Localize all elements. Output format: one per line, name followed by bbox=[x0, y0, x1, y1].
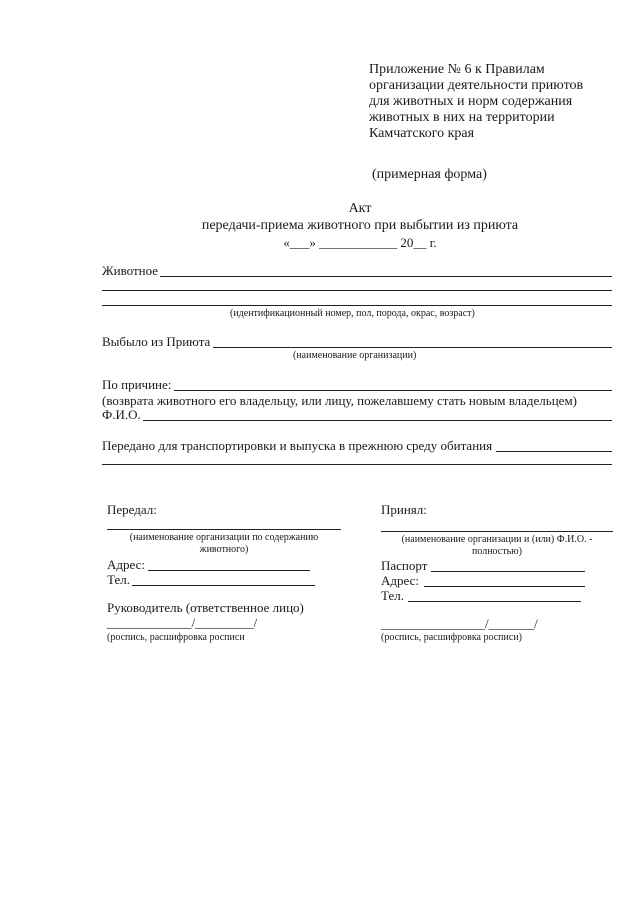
fio-field[interactable] bbox=[143, 420, 612, 421]
animal-field-line-3[interactable] bbox=[102, 305, 612, 306]
date-line: «___» ____________ 20__ г. bbox=[283, 235, 437, 250]
appendix-line: для животных и норм содержания bbox=[369, 94, 573, 109]
form-note: (примерная форма) bbox=[372, 167, 487, 182]
shelter-field[interactable] bbox=[213, 347, 612, 348]
sender-signature-field[interactable]: _____________/_________/ bbox=[107, 615, 258, 630]
appendix-line: организации деятельности приютов bbox=[369, 78, 584, 93]
caption-line: (наименование организации по содержанию bbox=[129, 532, 319, 543]
receiver-address-field[interactable] bbox=[424, 586, 585, 587]
receiver-org-field[interactable] bbox=[381, 531, 613, 532]
appendix-note bbox=[369, 62, 583, 142]
receiver-address-label: Адрес: bbox=[381, 573, 419, 588]
caption-line: полностью) bbox=[472, 546, 522, 557]
doc-subtitle: передачи-приема животного при выбытии из приюта bbox=[201, 218, 519, 233]
transport-field[interactable] bbox=[496, 451, 612, 452]
receiver-signature-field[interactable]: ________________/_______/ bbox=[381, 616, 538, 631]
appendix-line: животных в них на территории bbox=[369, 110, 555, 125]
appendix-line: Приложение № 6 к Правилам bbox=[369, 62, 545, 77]
sender-org-field[interactable] bbox=[107, 529, 341, 530]
shelter-caption: (наименование организации) bbox=[293, 350, 417, 361]
sender-phone-label: Тел. bbox=[107, 572, 130, 587]
fio-label: Ф.И.О. bbox=[102, 407, 141, 422]
animal-field[interactable] bbox=[160, 276, 612, 277]
sender-address-field[interactable] bbox=[148, 570, 310, 571]
sender-phone-field[interactable] bbox=[132, 585, 315, 586]
receiver-signature-caption: (роспись, расшифровка росписи) bbox=[381, 632, 523, 643]
sender-head-label: Руководитель (ответственное лицо) bbox=[107, 600, 304, 615]
transport-label: Передано для транспортировки и выпуска в прежнюю среду обитания bbox=[102, 438, 493, 453]
receiver-heading: Принял: bbox=[381, 502, 427, 517]
caption-line: животного) bbox=[199, 544, 249, 555]
doc-title: Акт bbox=[348, 201, 372, 216]
appendix-line: Камчатского края bbox=[369, 126, 475, 141]
animal-caption: (идентификационный номер, пол, порода, окрас, возраст) bbox=[230, 308, 475, 319]
shelter-label: Выбыло из Приюта bbox=[102, 334, 211, 349]
caption-line: (наименование организации и (или) Ф.И.О. - bbox=[401, 534, 593, 545]
reason-label: По причине: bbox=[102, 377, 172, 392]
receiver-passport-field[interactable] bbox=[431, 571, 585, 572]
receiver-phone-field[interactable] bbox=[408, 601, 581, 602]
animal-label: Животное bbox=[102, 263, 159, 278]
receiver-org-caption bbox=[381, 534, 613, 558]
transport-field-line-2[interactable] bbox=[102, 464, 612, 465]
sender-signature-caption: (роспись, расшифровка росписи bbox=[107, 632, 245, 643]
reason-text: (возврата животного его владельцу, или лицу, пожелавшему стать новым владельцем) bbox=[102, 393, 578, 408]
reason-field[interactable] bbox=[174, 390, 612, 391]
sender-heading: Передал: bbox=[107, 502, 157, 517]
sender-org-caption bbox=[107, 532, 341, 556]
animal-field-line-2[interactable] bbox=[102, 290, 612, 291]
sender-address-label: Адрес: bbox=[107, 557, 145, 572]
receiver-phone-label: Тел. bbox=[381, 588, 404, 603]
receiver-passport-label: Паспорт bbox=[381, 558, 428, 573]
